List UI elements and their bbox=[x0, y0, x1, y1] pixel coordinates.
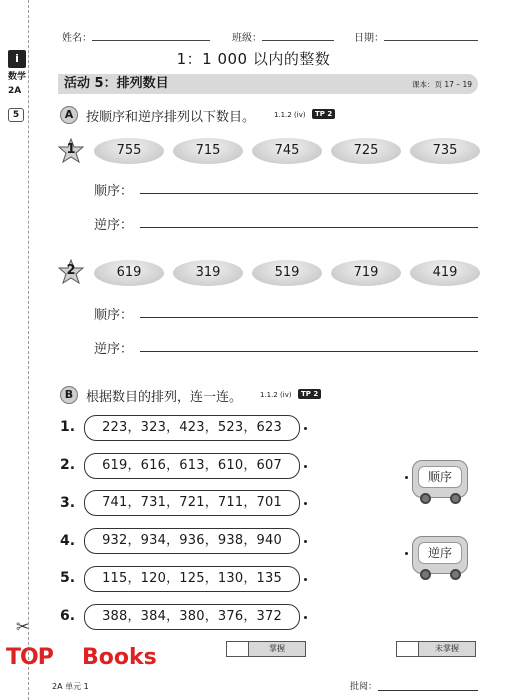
number-oval: 619 bbox=[94, 260, 164, 286]
section-a-tp: TP 2 bbox=[312, 109, 335, 119]
connect-dot[interactable] bbox=[304, 465, 307, 468]
not-mastered-label: 未掌握 bbox=[419, 642, 475, 656]
reverse-label: 逆序： bbox=[94, 218, 134, 233]
section-a-badge: A bbox=[60, 106, 78, 124]
number-oval: 719 bbox=[331, 260, 401, 286]
sequence-box[interactable]: 932，934，936，938，940 bbox=[84, 528, 300, 554]
number-oval: 745 bbox=[252, 138, 322, 164]
bus-reverse-icon[interactable] bbox=[404, 536, 470, 582]
row-number: 5. bbox=[60, 570, 76, 586]
reverse-answer-line[interactable] bbox=[140, 227, 478, 228]
section-b-tp: TP 2 bbox=[298, 389, 321, 399]
connect-dot[interactable] bbox=[304, 502, 307, 505]
activity-title: 活动 5：排列数目 bbox=[64, 76, 169, 91]
number-oval: 319 bbox=[173, 260, 243, 286]
bus-order-icon[interactable] bbox=[404, 460, 470, 506]
order-label: 顺序： bbox=[94, 308, 134, 323]
connect-dot[interactable] bbox=[304, 616, 307, 619]
number-oval: 755 bbox=[94, 138, 164, 164]
question-2-number: 2 bbox=[66, 263, 76, 278]
checked-line[interactable] bbox=[378, 690, 478, 691]
question-2-star-icon bbox=[58, 259, 84, 285]
reverse-label: 逆序： bbox=[94, 342, 134, 357]
class-line[interactable] bbox=[262, 40, 334, 41]
row-number: 6. bbox=[60, 608, 76, 624]
order-answer-line[interactable] bbox=[140, 193, 478, 194]
mastered-box[interactable] bbox=[226, 641, 306, 657]
date-line[interactable] bbox=[384, 40, 478, 41]
watermark-books: Books bbox=[82, 645, 157, 670]
connect-dot[interactable] bbox=[405, 552, 408, 555]
connect-dot[interactable] bbox=[304, 427, 307, 430]
reverse-answer-line[interactable] bbox=[140, 351, 478, 352]
mastered-label: 掌握 bbox=[249, 642, 305, 656]
section-b-badge: B bbox=[60, 386, 78, 404]
scissors-icon: ✂ bbox=[16, 617, 30, 636]
side-grade: 2A bbox=[8, 86, 22, 96]
watermark-top: TOP bbox=[6, 645, 53, 670]
section-a-code: 1.1.2 (iv) bbox=[274, 111, 306, 119]
class-label: 班级： bbox=[232, 33, 262, 44]
side-unit-badge: 5 bbox=[8, 108, 24, 122]
sequence-box[interactable]: 223，323，423，523，623 bbox=[84, 415, 300, 441]
textbook-ref: 课本：页 17 – 19 bbox=[412, 80, 472, 89]
sequence-box[interactable]: 619，616，613，610，607 bbox=[84, 453, 300, 479]
footer-checked-label: 批阅： bbox=[350, 682, 378, 692]
number-oval: 735 bbox=[410, 138, 480, 164]
question-1-star-icon bbox=[58, 138, 84, 164]
sequence-box[interactable]: 388，384，380，376，372 bbox=[84, 604, 300, 630]
row-number: 3. bbox=[60, 495, 76, 511]
footer-unit: 2A 单元 1 bbox=[52, 682, 89, 691]
connect-dot[interactable] bbox=[304, 578, 307, 581]
section-b-code: 1.1.2 (iv) bbox=[260, 391, 292, 399]
order-label: 顺序： bbox=[94, 184, 134, 199]
number-oval: 419 bbox=[410, 260, 480, 286]
section-b-instruction: 根据数目的排列，连一连。 bbox=[86, 390, 243, 405]
row-number: 4. bbox=[60, 533, 76, 549]
name-line[interactable] bbox=[92, 40, 210, 41]
publisher-logo: i bbox=[8, 50, 26, 68]
row-number: 2. bbox=[60, 457, 76, 473]
order-answer-line[interactable] bbox=[140, 317, 478, 318]
cut-line bbox=[28, 0, 29, 700]
side-subject: 数学 bbox=[8, 72, 27, 82]
question-1-number: 1 bbox=[66, 142, 76, 157]
section-a-instruction: 按顺序和逆序排列以下数目。 bbox=[86, 110, 256, 125]
name-label: 姓名： bbox=[62, 33, 92, 44]
sequence-box[interactable]: 741，731，721，711，701 bbox=[84, 490, 300, 516]
not-mastered-box[interactable] bbox=[396, 641, 476, 657]
connect-dot[interactable] bbox=[405, 476, 408, 479]
connect-dot[interactable] bbox=[304, 540, 307, 543]
date-label: 日期： bbox=[354, 33, 384, 44]
page-title: 1：1 000 以内的整数 bbox=[176, 50, 331, 68]
bus-reverse-label: 逆序 bbox=[418, 542, 462, 564]
bus-order-label: 顺序 bbox=[418, 466, 462, 488]
number-oval: 519 bbox=[252, 260, 322, 286]
number-oval: 725 bbox=[331, 138, 401, 164]
row-number: 1. bbox=[60, 419, 76, 435]
sequence-box[interactable]: 115，120，125，130，135 bbox=[84, 566, 300, 592]
number-oval: 715 bbox=[173, 138, 243, 164]
